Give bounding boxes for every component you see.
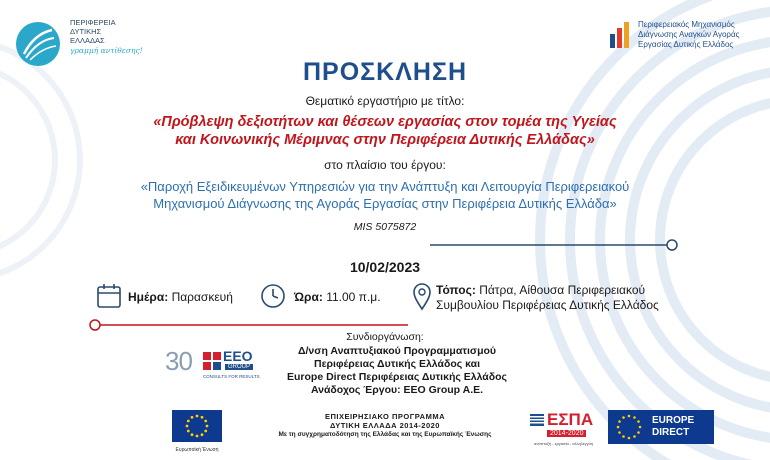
project-title-line: Μηχανισμού Διάγνωσης της Αγοράς Εργασίας στην Περιφέρεια Δυτικής Ελλάδα» — [153, 196, 617, 211]
day-value: Παρασκευή — [171, 290, 233, 304]
coorganizer-line: Europe Direct Περιφέρειας Δυτικής Ελλάδος — [287, 371, 507, 383]
region-name-line: ΕΛΛΑΔΑΣ — [70, 36, 105, 45]
coorganizers-list — [262, 345, 532, 397]
region-slogan: γραμμή αντίθεσης! — [70, 46, 143, 55]
europe-direct-logo — [608, 410, 714, 444]
eeo-name: EEO — [223, 348, 253, 364]
region-name-line: ΠΕΡΙΦΕΡΕΙΑ — [70, 18, 116, 27]
workshop-theme — [0, 113, 770, 149]
workshop-theme-line: και Κοινωνικής Μέριμνας στην Περιφέρεια Δυτικής Ελλάδας» — [175, 132, 595, 148]
eu-stars-icon — [614, 412, 644, 442]
eeo-years: 30 — [165, 346, 192, 376]
espa-tagline: ανάπτυξη - εργασία - αλληλεγγύη — [534, 441, 594, 446]
time-value: 11.00 π.μ. — [326, 290, 381, 304]
mechanism-name-line: Περιφερειακός Μηχανισμός — [638, 20, 735, 29]
divider-line-top — [430, 238, 680, 252]
project-intro: στο πλαίσιο του έργου: — [324, 158, 446, 172]
mechanism-name-line: Εργασίας Δυτικής Ελλάδος — [638, 40, 734, 49]
calendar-icon — [96, 283, 122, 309]
eu-flag-logo — [172, 410, 222, 453]
workshop-theme-line: «Πρόβλεψη δεξιοτήτων και θέσεων εργασίας στον τομέα της Υγείας — [153, 114, 617, 130]
location-pin-icon — [412, 283, 432, 311]
espa-years: 2014-2020 — [547, 430, 586, 437]
europe-direct-line: DIRECT — [652, 427, 690, 438]
mis-code: MIS 5075872 — [353, 221, 417, 233]
mechanism-logo — [608, 18, 768, 58]
coorganizer-line: Ανάδοχος Έργου: EEO Group A.E. — [310, 384, 484, 396]
place-value: Συμβουλίου Περιφέρειας Δυτικής Ελλάδος — [436, 298, 659, 312]
espa-name: ΕΣΠΑ — [547, 410, 594, 429]
project-title-line: «Παροχή Εξειδικευμένων Υπηρεσιών για την Ανάπτυξη και Λειτουργία Περιφερειακού — [140, 179, 630, 194]
operational-program — [270, 412, 500, 439]
espa-logo — [530, 410, 600, 450]
coorganization-heading: Συνδιοργάνωση: — [346, 331, 424, 343]
eeo-tagline: CONSULTS FOR RESULTS — [203, 374, 260, 379]
eeo-grid-icon — [203, 352, 221, 370]
event-date: 10/02/2023 — [349, 259, 421, 275]
mechanism-emblem-icon — [608, 20, 634, 52]
place-value: Πάτρα, Αίθουσα Περιφερειακού — [479, 283, 646, 297]
eeo-group-logo — [165, 346, 265, 382]
eu-flag-icon — [172, 410, 222, 442]
divider-line-bottom — [88, 318, 408, 332]
europe-direct-line: EUROPE — [652, 415, 695, 426]
time-label: Ώρα: — [294, 290, 323, 304]
region-name-line: ΔΥΤΙΚΗΣ — [70, 27, 102, 36]
project-title — [0, 178, 770, 212]
program-line: ΕΠΙΧΕΙΡΗΣΙΑΚΟ ΠΡΟΓΡΑΜΜΑ — [324, 412, 446, 421]
page-title: ΠΡΟΣΚΛΗΣΗ — [302, 58, 468, 86]
workshop-intro: Θεματικό εργαστήριο με τίτλο: — [305, 94, 465, 108]
mechanism-name-line: Διάγνωσης Αναγκών Αγοράς — [638, 30, 740, 39]
program-line: Με τη συγχρηματοδότηση της Ελλάδας και της Ευρωπαϊκής Ένωσης — [278, 431, 492, 438]
place-label: Τόπος: — [436, 283, 476, 297]
day-label: Ημέρα: — [128, 290, 169, 304]
program-line: ΔΥΤΙΚΗ ΕΛΛΑΔΑ 2014-2020 — [330, 421, 440, 430]
espa-flag-icon — [530, 414, 544, 426]
eeo-group-label: GROUP — [225, 364, 253, 370]
eu-label: Ευρωπαϊκή Ένωση — [175, 447, 219, 453]
clock-icon — [260, 283, 286, 309]
coorganizer-line: Δ/νση Αναπτυξιακού Προγραμματισμού — [297, 345, 497, 357]
coorganizer-line: Περιφέρειας Δυτικής Ελλάδος και — [313, 358, 481, 370]
